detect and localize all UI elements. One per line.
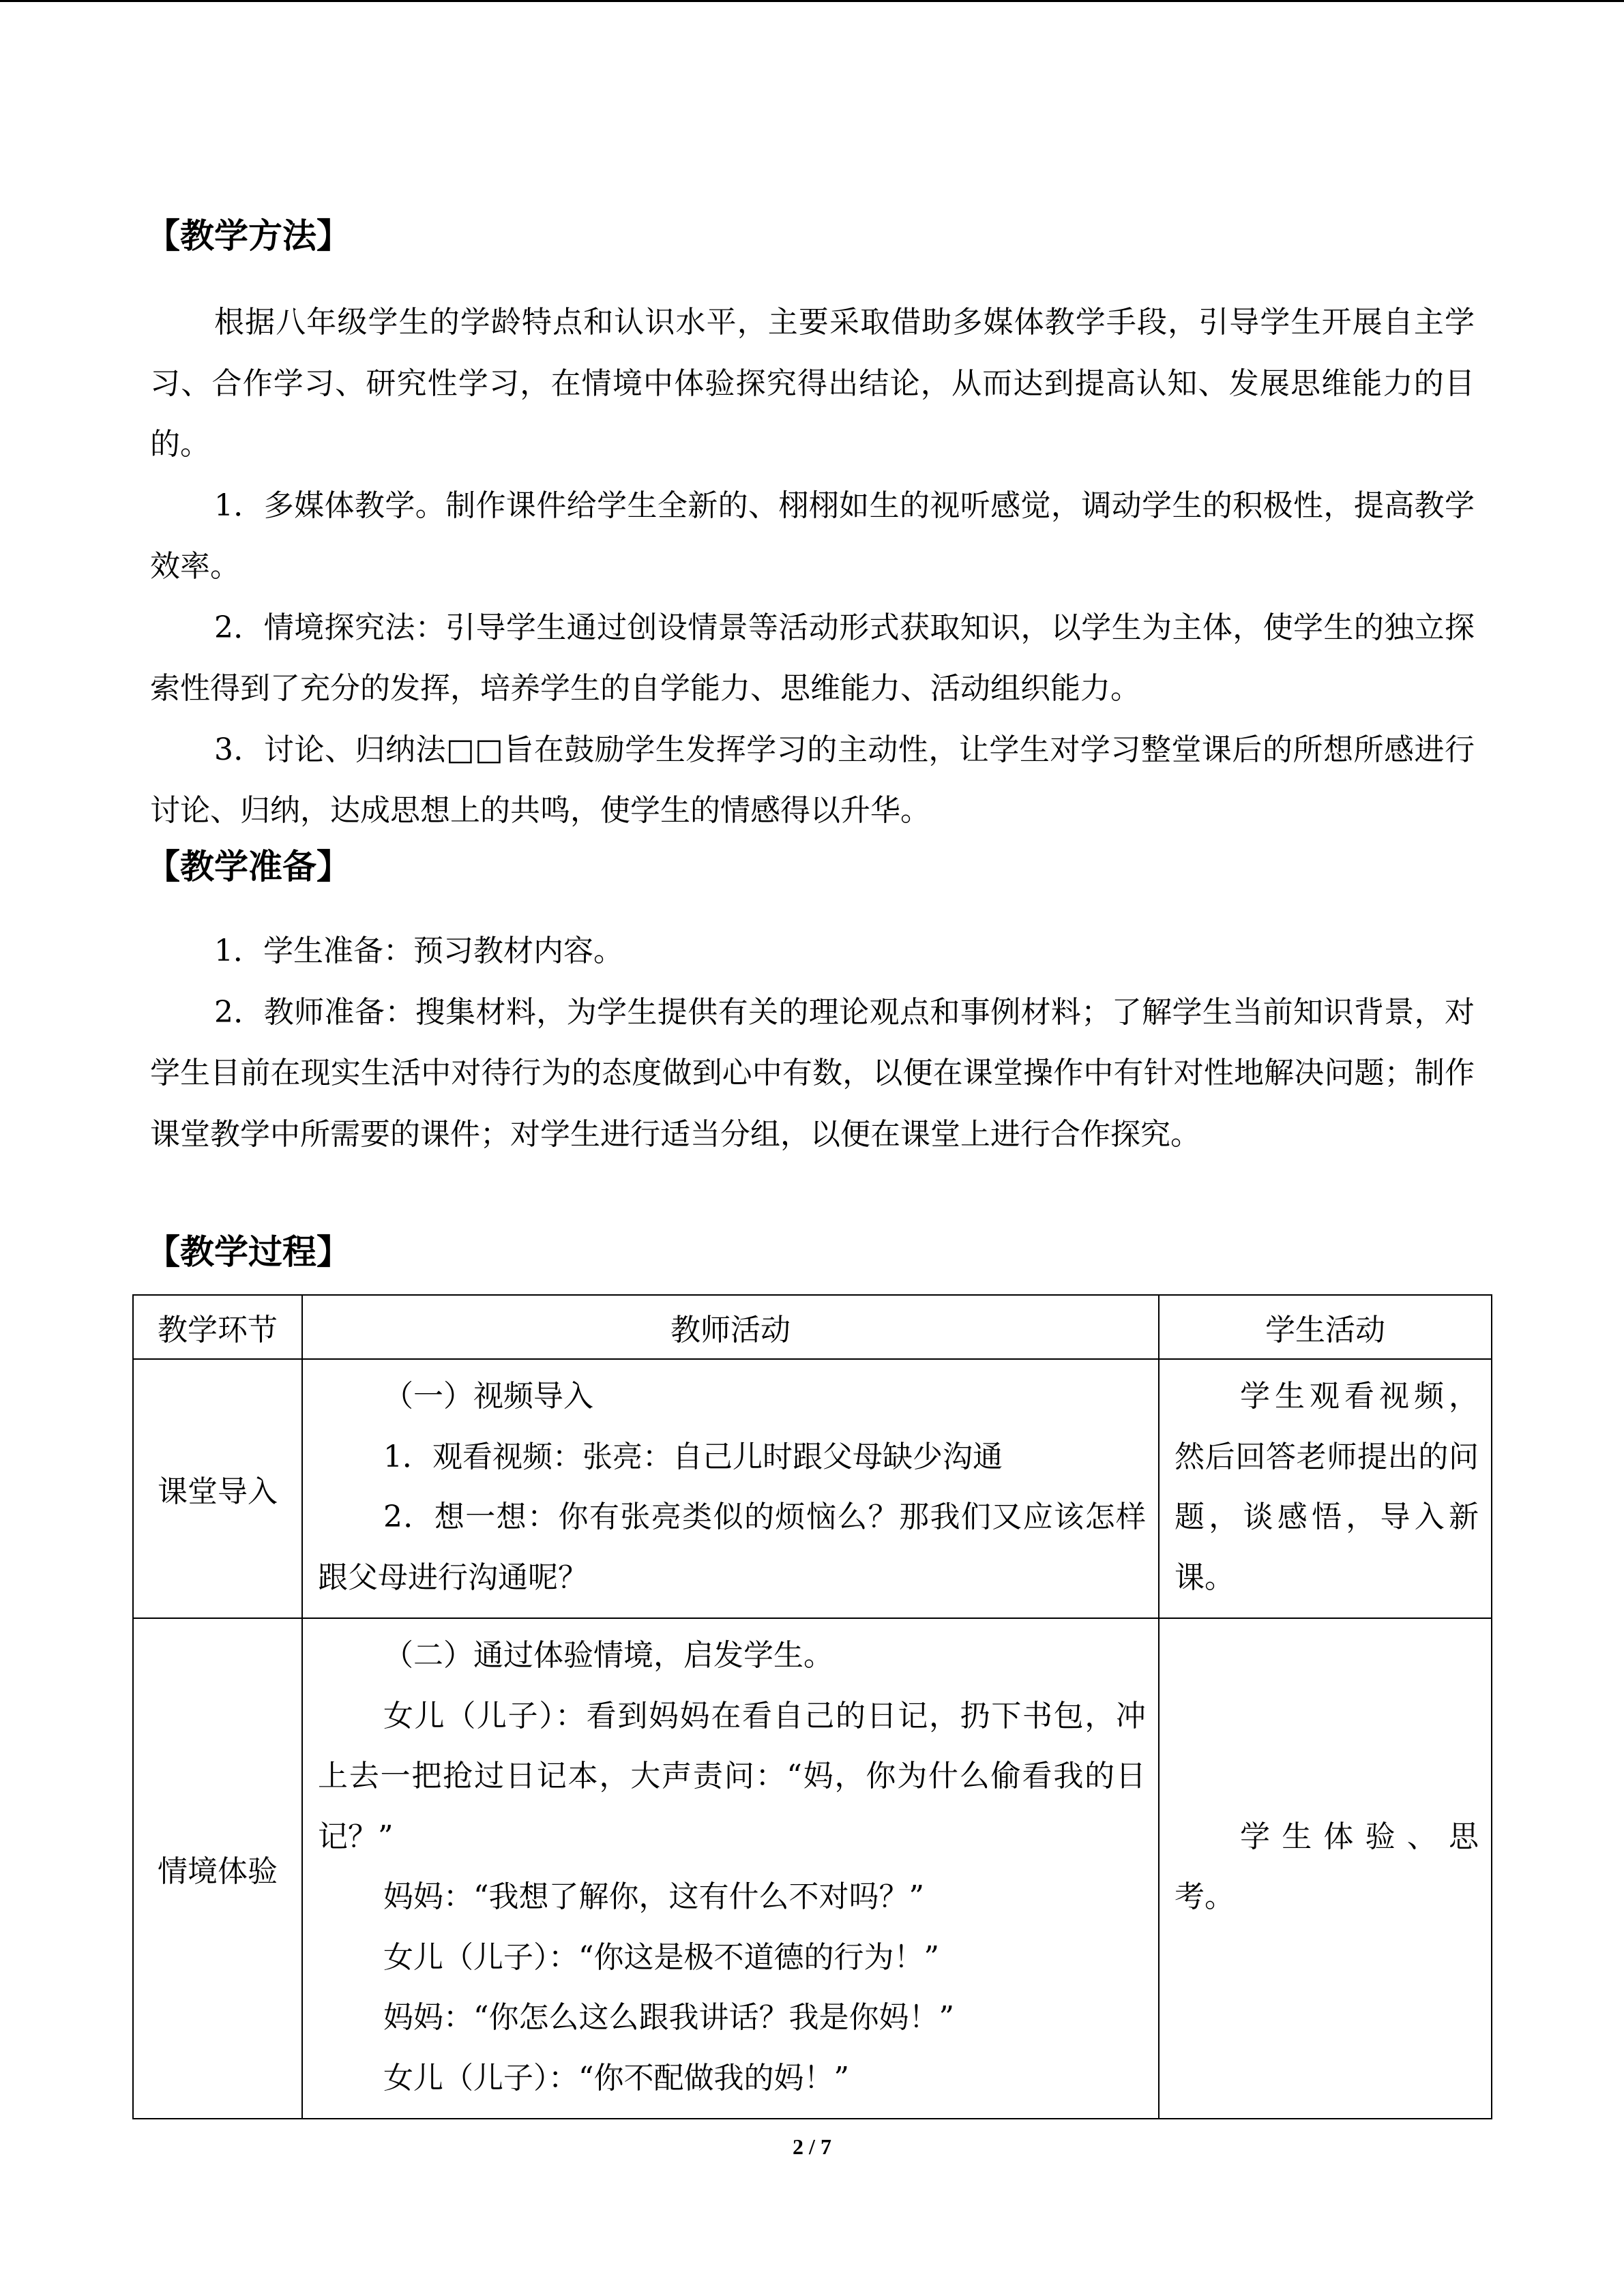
table-row [133,1618,1492,2119]
methods-body [150,292,1475,841]
preparation-paragraph-teacher: 2．教师准备：搜集材料，为学生提供有关的理论观点和事例材料；了解学生当前知识背景，对学生目前在现实生活中对待行为的态度做到心中有数，以便在课堂操作中有针对性地解决问题；制作课堂教学中所需要的课件；对学生进行适当分组，以便在课堂上进行合作探究。 [150,994,1475,1152]
teacher-line: （一）视频导入 [383,1379,593,1414]
preparation-paragraph-student: 1．学生准备：预习教材内容。 [214,934,623,968]
page-top-border [0,0,1624,2]
student-text: 学生体验、思考。 [1175,1819,1479,1914]
teacher-activity-cell [302,1618,1159,2119]
preparation-body [150,921,1475,1165]
teaching-process-table [132,1294,1492,2119]
teacher-line: 女儿（儿子）：“你这是极不道德的行为！” [383,1939,939,1975]
teacher-line: 2．想一想：你有张亮类似的烦恼么？那我们又应该怎样跟父母进行沟通呢？ [318,1500,1146,1595]
teacher-line: 1．观看视频：张亮：自己儿时跟父母缺少沟通 [383,1439,1003,1474]
header-student-activity: 学生活动 [1159,1295,1492,1359]
table-header-row [133,1295,1492,1359]
page-number: 2 / 7 [793,2134,831,2159]
student-activity-cell [1159,1618,1492,2119]
teacher-line: 妈妈：“你怎么这么跟我讲话？我是你妈！” [383,2000,954,2035]
section-title-methods: 【教学方法】 [146,215,351,256]
student-activity-cell [1159,1359,1492,1618]
methods-paragraph-intro: 根据八年级学生的学龄特点和认识水平，主要采取借助多媒体教学手段，引导学生开展自主学习、合作学习、研究性学习，在情境中体验探究得出结论，从而达到提高认知、发展思维能力的目的。 [150,305,1475,462]
teacher-line: 女儿（儿子）：看到妈妈在看自己的日记，扔下书包，冲上去一把抢过日记本，大声责问：“妈，你为什么偷看我的日记？” [318,1698,1146,1854]
teacher-line: 女儿（儿子）：“你不配做我的妈！” [383,2060,849,2096]
section-title-process: 【教学过程】 [146,1232,351,1272]
methods-paragraph-multimedia: 1．多媒体教学。制作课件给学生全新的、栩栩如生的视听感觉，调动学生的积极性，提高教学效率。 [150,488,1475,584]
header-teacher-activity: 教师活动 [302,1295,1159,1359]
section-title-preparation: 【教学准备】 [146,846,351,886]
teacher-line: （二）通过体验情境，启发学生。 [383,1638,833,1673]
methods-paragraph-discussion: 3．讨论、归纳法□□旨在鼓励学生发挥学习的主动性，让学生对学习整堂课后的所想所感进行讨论、归纳，达成思想上的共鸣，使学生的情感得以升华。 [150,732,1475,828]
header-stage: 教学环节 [133,1295,302,1359]
table-row [133,1359,1492,1618]
teacher-activity-cell [302,1359,1159,1618]
student-text: 学生观看视频，然后回答老师提出的问题，谈感悟，导入新课。 [1175,1379,1479,1595]
stage-cell: 课堂导入 [133,1359,302,1618]
stage-cell: 情境体验 [133,1618,302,2119]
teacher-line: 妈妈：“我想了解你，这有什么不对吗？” [383,1879,924,1914]
methods-paragraph-situation: 2．情境探究法：引导学生通过创设情景等活动形式获取知识，以学生为主体，使学生的独立探索性得到了充分的发挥，培养学生的自学能力、思维能力、活动组织能力。 [150,610,1475,706]
